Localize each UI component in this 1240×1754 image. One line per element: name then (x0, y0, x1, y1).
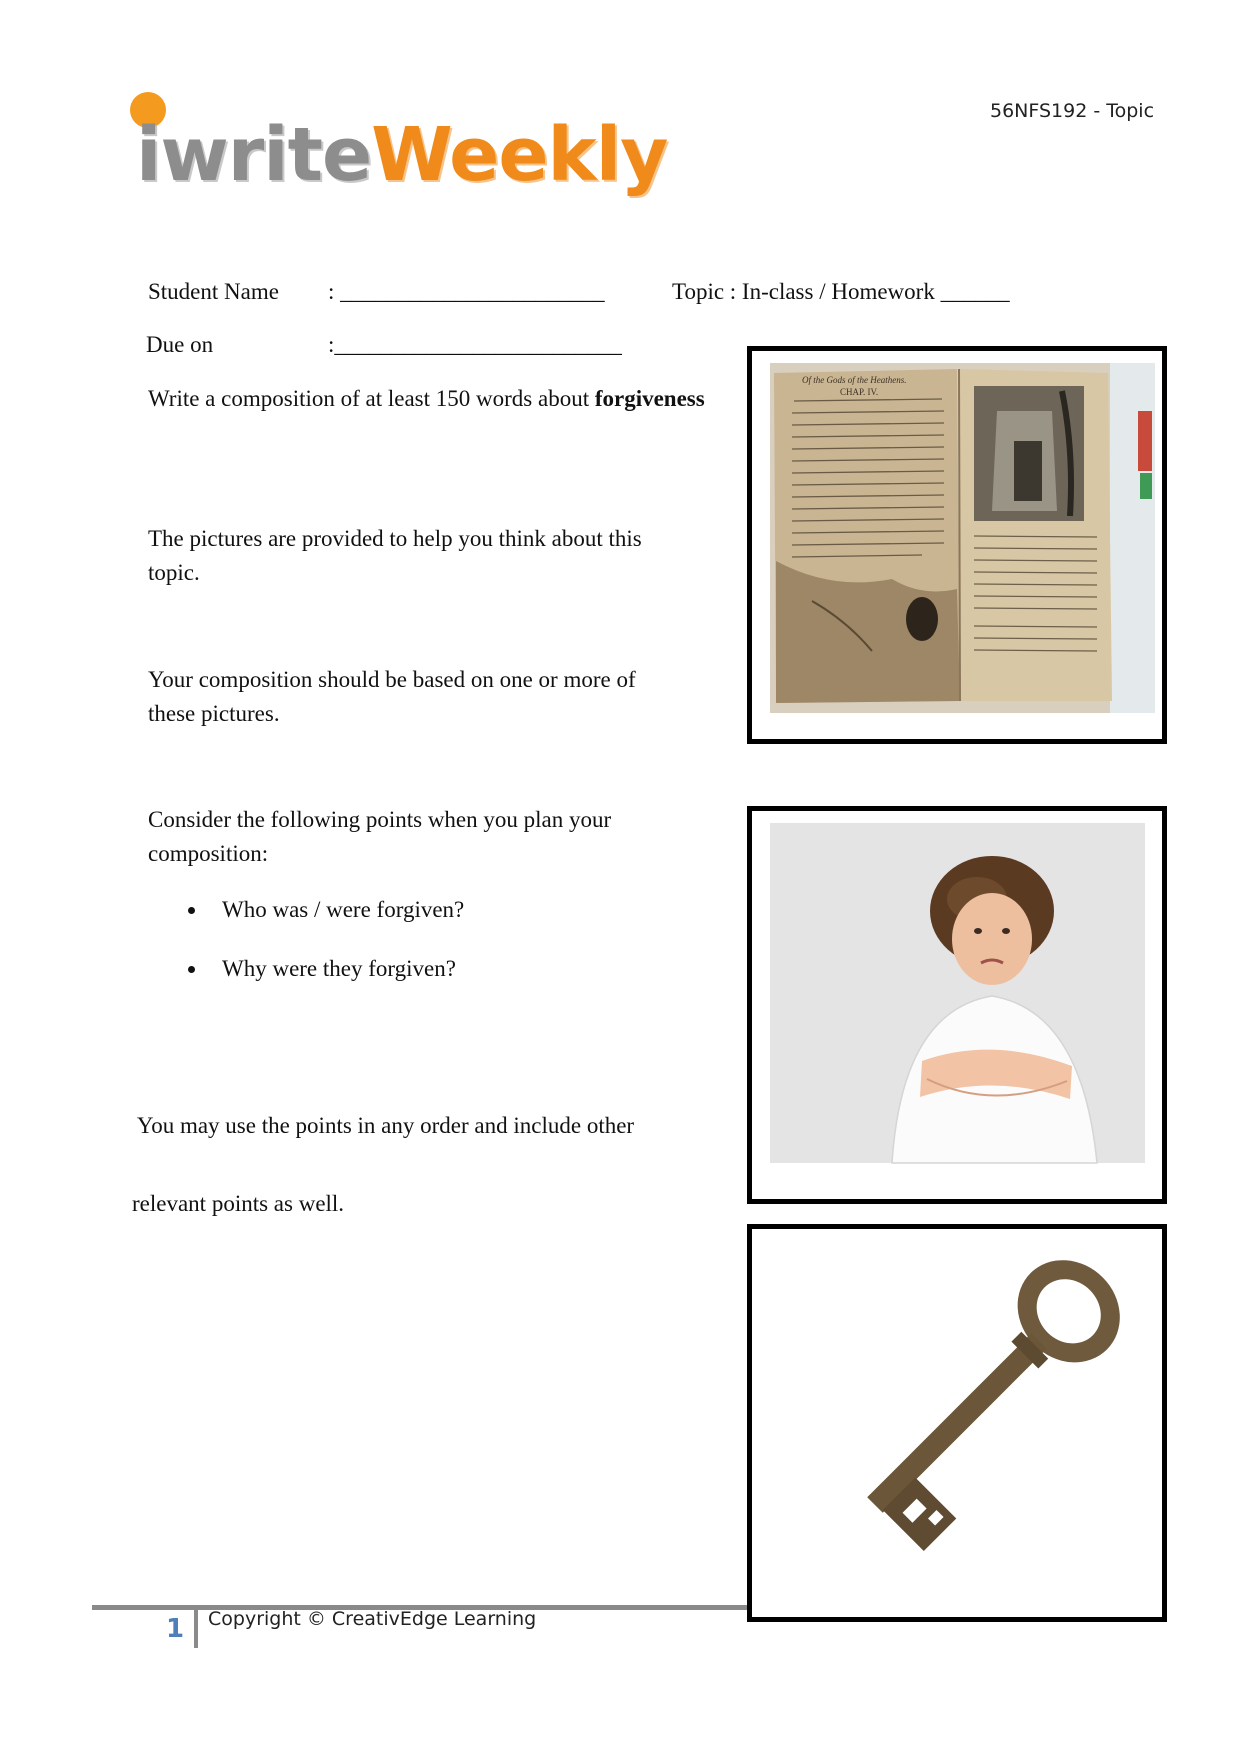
logo-part-iwrite: iwrite (136, 112, 372, 198)
composition-prompt (148, 382, 726, 416)
order-note-line1: You may use the points in any order and include other (132, 1113, 635, 1138)
student-name-label: Student Name (148, 279, 279, 304)
due-date-field[interactable]: :_________________________ (328, 332, 622, 357)
logo-part-weekly: Weekly (371, 112, 668, 198)
picture-frame-book (747, 346, 1167, 744)
book-page-header: Of the Gods of the Heathens. (802, 375, 907, 385)
logo-wordmark (136, 110, 667, 200)
student-name-field[interactable]: : _______________________ (328, 279, 605, 304)
page-number: 1 (166, 1614, 185, 1644)
bullet-icon (188, 907, 195, 914)
picture-frame-key (747, 1224, 1167, 1622)
iwriteweekly-logo (128, 88, 668, 208)
upset-boy-illustration (752, 811, 1162, 1199)
prompt-keyword: forgiveness (594, 386, 705, 411)
footer-divider (194, 1610, 198, 1648)
based-note-line2: these pictures. (148, 701, 280, 726)
copyright-notice: Copyright © CreativEdge Learning (208, 1608, 537, 1630)
picture-frame-boy (747, 806, 1167, 1204)
point-item: Why were they forgiven? (222, 956, 456, 981)
point-item: Who was / were forgiven? (222, 897, 465, 922)
document-code: 56NFS192 - Topic (990, 100, 1155, 122)
bullet-icon (188, 966, 195, 973)
consider-note-line2: composition: (148, 841, 269, 866)
prompt-text: Write a composition of at least 150 words about (148, 386, 590, 411)
based-note-line1: Your composition should be based on one or more of (148, 667, 636, 692)
pictures-note-line2: topic. (148, 560, 200, 585)
pictures-note-line1: The pictures are provided to help you think about this (148, 526, 642, 551)
order-note-line2: relevant points as well. (132, 1191, 345, 1216)
old-key-illustration (752, 1229, 1162, 1617)
due-date-label: Due on (146, 332, 214, 357)
consider-note-line1: Consider the following points when you plan your (148, 807, 612, 832)
old-book-illustration (752, 351, 1162, 739)
book-chapter-heading: CHAP. IV. (840, 387, 879, 397)
topic-type-field[interactable]: Topic : In-class / Homework ______ (672, 279, 1010, 304)
